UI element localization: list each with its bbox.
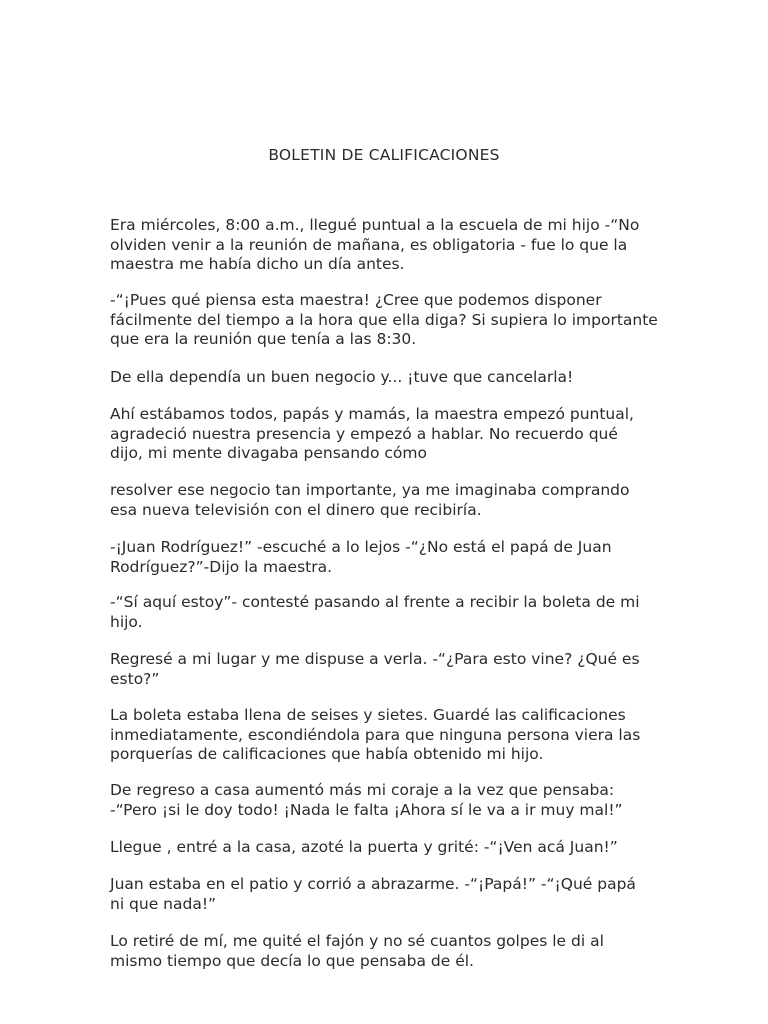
text-line: fácilmente del tiempo a la hora que ella diga? Si supiera lo importante xyxy=(110,310,658,329)
text-line: inmediatamente, escondiéndola para que ninguna persona viera las xyxy=(110,725,641,744)
paragraph-8 xyxy=(110,650,670,689)
document-title: BOLETIN DE CALIFICACIONES xyxy=(268,146,500,164)
paragraph-6 xyxy=(110,538,670,577)
text-line: ni que nada!” xyxy=(110,894,217,913)
text-line: mismo tiempo que decía lo que pensaba de él. xyxy=(110,951,474,970)
text-line: -“¡Pues qué piensa esta maestra! ¿Cree que podemos disponer xyxy=(110,291,602,309)
text-line: esa nueva televisión con el dinero que recibiría. xyxy=(110,500,482,519)
text-line: Juan estaba en el patio y corrió a abrazarme. -“¡Papá!” -“¡Qué papá xyxy=(110,875,636,893)
paragraph-9 xyxy=(110,706,670,765)
text-line: olviden venir a la reunión de mañana, es obligatoria - fue lo que la xyxy=(110,235,628,254)
paragraph-7 xyxy=(110,593,670,632)
text-line: Regresé a mi lugar y me dispuse a verla. -“¿Para esto vine? ¿Qué es xyxy=(110,650,640,668)
text-line: resolver ese negocio tan importante, ya me imaginaba comprando xyxy=(110,481,630,499)
text-line: Ahí estábamos todos, papás y mamás, la maestra empezó puntual, xyxy=(110,405,634,423)
text-line: -¡Juan Rodríguez!” -escuché a lo lejos -“¿No está el papá de Juan xyxy=(110,538,612,556)
paragraph-5 xyxy=(110,481,670,520)
text-line: hijo. xyxy=(110,612,143,631)
text-line: De ella dependía un buen negocio y... ¡tuve que cancelarla! xyxy=(110,368,574,386)
paragraph-10 xyxy=(110,781,670,820)
paragraph-3 xyxy=(110,368,670,388)
text-line: Era miércoles, 8:00 a.m., llegué puntual a la escuela de mi hijo -“No xyxy=(110,216,640,234)
text-line: dijo, mi mente divagaba pensando cómo xyxy=(110,444,427,462)
text-line: que era la reunión que tenía a las 8:30. xyxy=(110,330,417,348)
text-line: esto?” xyxy=(110,669,160,688)
text-line: Lo retiré de mí, me quité el fajón y no sé cuantos golpes le di al xyxy=(110,932,604,950)
text-line: De regreso a casa aumentó más mi coraje a la vez que pensaba: xyxy=(110,781,615,799)
paragraph-4 xyxy=(110,405,670,464)
text-line: La boleta estaba llena de seises y sietes. Guardé las calificaciones xyxy=(110,706,626,724)
text-line: porquerías de calificaciones que había obtenido mi hijo. xyxy=(110,745,544,763)
paragraph-1 xyxy=(110,216,670,275)
text-line: Llegue , entré a la casa, azoté la puerta y grité: -“¡Ven acá Juan!” xyxy=(110,838,618,856)
paragraph-12 xyxy=(110,875,670,914)
paragraph-11 xyxy=(110,838,670,858)
text-line: Rodríguez?”-Dijo la maestra. xyxy=(110,557,333,576)
text-line: maestra me había dicho un día antes. xyxy=(110,255,405,273)
text-line: -“Sí aquí estoy”- contesté pasando al frente a recibir la boleta de mi xyxy=(110,593,640,611)
paragraph-13 xyxy=(110,932,670,971)
text-line: -“Pero ¡si le doy todo! ¡Nada le falta ¡Ahora sí le va a ir muy mal!” xyxy=(110,800,623,819)
paragraph-2 xyxy=(110,291,670,350)
text-line: agradeció nuestra presencia y empezó a hablar. No recuerdo qué xyxy=(110,424,618,443)
